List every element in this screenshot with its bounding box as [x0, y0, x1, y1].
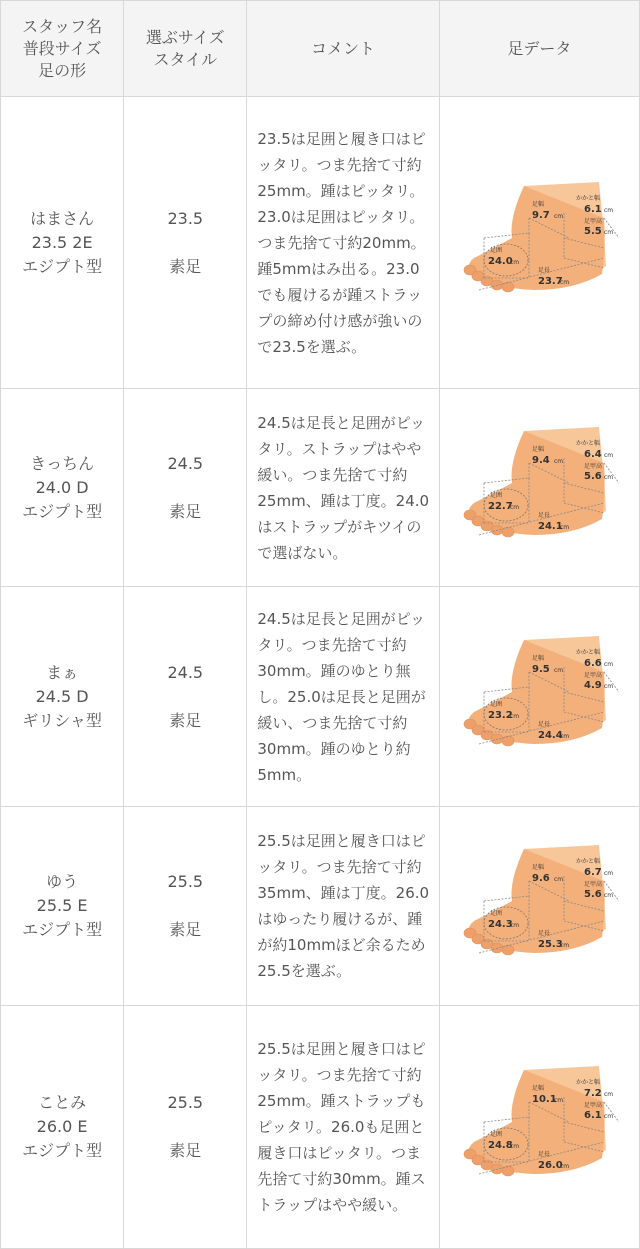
foot-data-cell	[439, 389, 639, 587]
staff-shape: エジプト型	[22, 501, 103, 521]
unit-label: cm	[560, 942, 570, 949]
foot-width-value: 9.5	[532, 663, 551, 675]
unit-label: cm	[604, 892, 614, 899]
staff-shape: エジプト型	[22, 256, 103, 276]
size-cell	[124, 587, 247, 807]
foot-girth-label: 足囲	[490, 491, 503, 499]
foot-girth-value: 22.7	[488, 500, 514, 512]
unit-label: cm	[560, 278, 570, 286]
unit-label: cm	[604, 1113, 614, 1120]
chosen-size: 23.5	[167, 208, 204, 228]
foot-instep-label: 足甲高	[584, 1102, 603, 1109]
staff-shape: エジプト型	[22, 920, 103, 939]
foot-data-cell	[439, 97, 639, 389]
unit-label: cm	[604, 451, 614, 459]
unit-label: cm	[604, 473, 614, 481]
style-label: 素足	[169, 920, 202, 939]
foot-girth-label: 足囲	[490, 1131, 503, 1138]
foot-heel-value: 6.4	[584, 448, 603, 460]
size-cell	[124, 97, 247, 389]
table-row	[1, 587, 640, 807]
foot-length-label: 足長	[538, 720, 551, 728]
style-label: 素足	[169, 1141, 202, 1160]
foot-width-label: 足幅	[532, 1085, 545, 1092]
foot-instep-value: 5.5	[584, 225, 603, 237]
foot-instep-label: 足甲高	[584, 671, 603, 679]
header-staff: スタッフ名 普段サイズ 足の形	[1, 1, 124, 97]
header-size: 選ぶサイズ スタイル	[124, 1, 247, 97]
foot-width-value: 9.4	[532, 454, 551, 466]
comment-cell: 25.5は足囲と履き口はピッタリ。つま先捨て寸約35mm、踵は丁度。26.0はゆったり履けるが、踵が約10mmほど余るため25.5を選ぶ。	[247, 807, 439, 1006]
staff-name: ことみ	[38, 1093, 87, 1112]
staff-usual: 25.5 E	[36, 896, 88, 915]
table-row	[1, 97, 640, 389]
staff-name: はまさん	[30, 208, 95, 228]
unit-label: cm	[510, 922, 520, 929]
unit-label: cm	[554, 1097, 564, 1104]
foot-girth-value: 23.2	[488, 709, 514, 721]
chosen-size: 25.5	[167, 872, 204, 891]
header-comment: コメント	[247, 1, 439, 97]
staff-cell	[1, 587, 124, 807]
foot-length-label: 足長	[538, 511, 551, 519]
foot-girth-value: 24.3	[488, 919, 514, 930]
foot-data-cell	[439, 587, 639, 807]
unit-label: cm	[560, 732, 570, 740]
size-cell	[124, 1006, 247, 1249]
foot-width-label: 足幅	[532, 654, 545, 662]
size-cell	[124, 389, 247, 587]
foot-heel-value: 6.1	[584, 203, 603, 215]
foot-girth-label: 足囲	[490, 246, 503, 254]
staff-cell	[1, 97, 124, 389]
foot-heel-label: かかと幅	[576, 648, 601, 656]
size-cell	[124, 807, 247, 1006]
foot-diagram	[454, 178, 624, 308]
table-row	[1, 807, 640, 1006]
foot-girth-label: 足囲	[490, 700, 503, 708]
foot-length-value: 24.1	[538, 520, 564, 532]
foot-length-label: 足長	[538, 266, 551, 274]
unit-label: cm	[604, 1091, 614, 1098]
foot-length-label: 足長	[538, 930, 551, 937]
foot-data-cell	[439, 1006, 639, 1249]
unit-label: cm	[604, 682, 614, 690]
header-foot: 足データ	[439, 1, 639, 97]
foot-instep-value: 5.6	[584, 889, 603, 900]
foot-diagram	[454, 632, 624, 762]
unit-label: cm	[560, 1163, 570, 1170]
staff-shape: エジプト型	[22, 1141, 103, 1160]
header-row	[1, 1, 640, 97]
staff-name: きっちん	[30, 453, 95, 473]
staff-shape: ギリシャ型	[22, 710, 102, 730]
comment-cell: 24.5は足長と足囲がピッタリ。つま先捨て寸約30mm。踵のゆとり無し。25.0は足長と足囲が緩い、つま先捨て寸約30mm。踵のゆとり約5mm。	[247, 587, 439, 807]
foot-data-cell	[439, 807, 639, 1006]
style-label: 素足	[169, 256, 202, 276]
foot-instep-value: 5.6	[584, 470, 603, 482]
unit-label: cm	[604, 228, 614, 236]
foot-length-value: 26.0	[538, 1160, 564, 1171]
foot-heel-label: かかと幅	[576, 858, 601, 865]
foot-width-label: 足幅	[532, 200, 545, 208]
foot-instep-label: 足甲高	[584, 462, 603, 470]
foot-heel-value: 6.6	[584, 657, 603, 669]
foot-heel-label: かかと幅	[576, 439, 601, 447]
style-label: 素足	[169, 710, 202, 730]
table-row	[1, 1006, 640, 1249]
foot-width-value: 9.7	[532, 209, 551, 221]
staff-cell	[1, 389, 124, 587]
unit-label: cm	[510, 1143, 520, 1150]
staff-name: ゆう	[46, 872, 79, 891]
chosen-size: 24.5	[167, 453, 204, 473]
foot-width-label: 足幅	[532, 445, 545, 453]
unit-label: cm	[554, 876, 564, 883]
staff-name: まぁ	[46, 662, 79, 682]
unit-label: cm	[560, 523, 570, 531]
unit-label: cm	[604, 206, 614, 214]
unit-label: cm	[604, 660, 614, 668]
staff-cell	[1, 1006, 124, 1249]
comment-cell: 24.5は足長と足囲がピッタリ。ストラップはやや緩い。つま先捨て寸約25mm、踵は丁度。24.0はストラップがキツイので選ばない。	[247, 389, 439, 587]
unit-label: cm	[554, 212, 564, 220]
unit-label: cm	[510, 503, 520, 511]
foot-length-value: 25.3	[538, 939, 564, 950]
foot-heel-value: 7.2	[584, 1088, 603, 1099]
foot-diagram	[454, 423, 624, 553]
chosen-size: 25.5	[167, 1093, 204, 1112]
chosen-size: 24.5	[167, 662, 204, 682]
foot-instep-label: 足甲高	[584, 217, 603, 225]
foot-instep-label: 足甲高	[584, 881, 603, 888]
comment-cell: 25.5は足囲と履き口はピッタリ。つま先捨て寸約25mm。踵ストラップもピッタリ。26.0も足囲と履き口はピッタリ。つま先捨て寸約30mm。踵ストラップはやや緩い。	[247, 1006, 439, 1249]
foot-length-value: 24.4	[538, 729, 564, 741]
staff-cell	[1, 807, 124, 1006]
foot-width-value: 10.1	[532, 1094, 558, 1105]
foot-length-label: 足長	[538, 1151, 551, 1158]
unit-label: cm	[554, 457, 564, 465]
style-label: 素足	[169, 501, 202, 521]
foot-instep-value: 4.9	[584, 679, 603, 691]
staff-usual: 26.0 E	[36, 1117, 88, 1136]
foot-heel-label: かかと幅	[576, 1079, 601, 1086]
unit-label: cm	[510, 258, 520, 266]
foot-length-value: 23.7	[538, 275, 564, 287]
foot-girth-label: 足囲	[490, 910, 503, 917]
foot-diagram	[454, 1062, 624, 1192]
foot-heel-label: かかと幅	[576, 194, 601, 202]
comment-cell: 23.5は足囲と履き口はピッタリ。つま先捨て寸約25mm。踵はピッタリ。23.0は足囲はピッタリ。つま先捨て寸約20mm。踵5mmはみ出る。23.0でも履けるが踵ストラップの締め付け感が強いので23.5を選ぶ。	[247, 97, 439, 389]
foot-heel-value: 6.7	[584, 867, 603, 878]
staff-usual: 23.5 2E	[31, 232, 93, 252]
staff-usual: 24.0 D	[35, 477, 89, 497]
foot-girth-value: 24.8	[488, 1140, 514, 1151]
foot-width-label: 足幅	[532, 864, 545, 871]
foot-girth-value: 24.0	[488, 255, 514, 267]
unit-label: cm	[604, 870, 614, 877]
foot-instep-value: 6.1	[584, 1110, 603, 1121]
foot-diagram	[454, 841, 624, 971]
unit-label: cm	[554, 666, 564, 674]
table-row	[1, 389, 640, 587]
unit-label: cm	[510, 712, 520, 720]
foot-width-value: 9.6	[532, 873, 551, 884]
staff-usual: 24.5 D	[35, 686, 89, 706]
